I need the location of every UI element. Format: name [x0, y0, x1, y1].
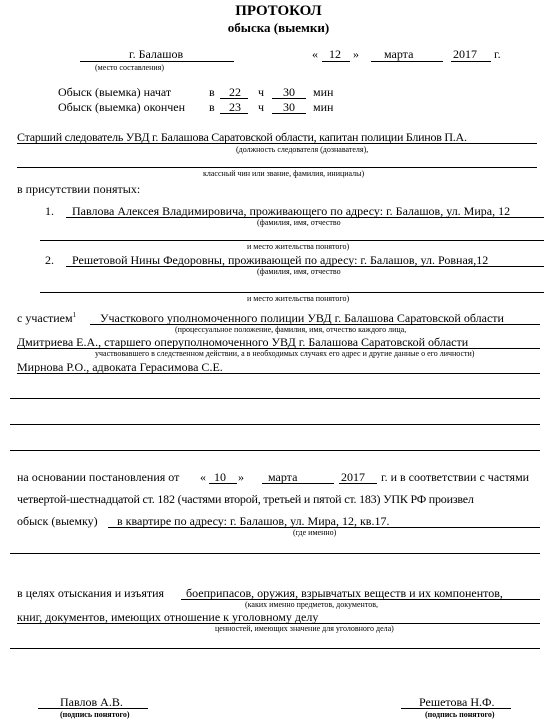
- witness-2-caption-1: (фамилия, имя, отчество: [257, 267, 341, 276]
- date-day-underline: [322, 61, 350, 62]
- basis-day-underline: [209, 483, 237, 484]
- purpose-caption-2: ценностей, имеющих значение для уголовного дела): [215, 624, 394, 633]
- end-hours: 23: [229, 100, 241, 114]
- investigator-underline-2: [17, 167, 537, 168]
- witness-1-number: 1.: [45, 204, 54, 218]
- participants-caption-1: (процессуальное положение, фамилия, имя, отчество каждого лица,: [175, 325, 407, 334]
- blank-line-4: [10, 553, 540, 554]
- search-label: обыск (выемку): [17, 514, 98, 528]
- start-label: Обыск (выемка) начат: [58, 85, 172, 99]
- blank-line-1: [10, 398, 540, 399]
- start-min-label: мин: [313, 85, 334, 99]
- basis-month: марта: [268, 470, 298, 484]
- witness-2-text: Решетовой Нины Федоровны, проживающей по адресу: г. Балашов, ул. Ровная,12: [72, 253, 489, 267]
- participants-line-2: Дмитриева Е.А., старшего оперуполномоченного УВД г. Балашова Саратовской области: [17, 335, 469, 349]
- participants-line-1: Участкового уполномоченного полиции УВД г. Балашова Саратовской области: [100, 311, 504, 325]
- end-minutes: 30: [283, 100, 295, 114]
- date-month: марта: [384, 47, 414, 61]
- end-h-label: ч: [258, 100, 265, 114]
- basis-month-underline: [262, 483, 334, 484]
- basis-label: на основании постановления от: [17, 470, 180, 484]
- blank-line-3: [10, 450, 540, 451]
- date-open-quote: «: [312, 47, 318, 61]
- purpose-caption-1: (каких именно предметов, документов,: [245, 600, 378, 609]
- search-location-caption: (где именно): [293, 528, 337, 537]
- witness-1-underline-2: [40, 240, 544, 241]
- search-location: в квартире по адресу: г. Балашов, ул. Мира, 12, кв.17.: [117, 514, 390, 528]
- document-subtitle: обыска (выемки): [227, 20, 330, 35]
- signature-right-underline: [401, 708, 511, 709]
- witnesses-label: в присутствии понятых:: [17, 182, 141, 196]
- end-minutes-underline: [272, 113, 306, 114]
- witness-2-caption-2: и место жительства понятого): [247, 294, 350, 303]
- witness-1-caption-1: (фамилия, имя, отчество: [257, 218, 341, 227]
- basis-day: 10: [214, 470, 226, 484]
- end-hours-underline: [220, 113, 248, 114]
- basis-tail: г. и в соответствии с частями: [381, 470, 530, 484]
- end-min-label: мин: [313, 100, 334, 114]
- purpose-label: в целях отыскания и изъятия: [17, 586, 165, 600]
- date-close-quote: »: [353, 47, 359, 61]
- date-day: 12: [329, 47, 341, 61]
- investigator-caption-2: классный чин или звание, фамилия, инициалы): [203, 169, 365, 178]
- witness-1-caption-2: и место жительства понятого): [247, 242, 350, 251]
- witness-2-number: 2.: [45, 253, 54, 267]
- basis-year-underline: [339, 483, 377, 484]
- investigator-caption-1: (должность следователя (дознавателя),: [236, 145, 369, 154]
- blank-line-5: [10, 648, 540, 649]
- document-title: ПРОТОКОЛ: [235, 3, 322, 19]
- basis-line-2: четвертой-шестнадцатой ст. 182 (частями второй, третьей и пятой ст. 183) УПК РФ произвел: [17, 492, 474, 506]
- start-in-label: в: [209, 85, 215, 99]
- place-caption: (место составления): [95, 63, 164, 72]
- end-in-label: в: [209, 100, 215, 114]
- participants-underline-3: [17, 373, 540, 374]
- date-year-suffix: г.: [494, 47, 501, 61]
- participants-line-3: Мирнова Р.О., адвоката Герасимова С.Е.: [17, 360, 223, 374]
- start-hours: 22: [229, 85, 241, 99]
- witness-1-text: Павлова Алексея Владимировича, проживающего по адресу: г. Балашов, ул. Мира, 12: [72, 204, 511, 218]
- purpose-line-1: боеприпасов, оружия, взрывчатых веществ и их компонентов,: [186, 586, 503, 600]
- start-h-label: ч: [258, 85, 265, 99]
- investigator-text: Старший следователь УВД г. Балашова Саратовской области, капитан полиции Блинов П.А.: [17, 130, 467, 144]
- end-label: Обыск (выемка) окончен: [58, 100, 186, 114]
- date-month-underline: [371, 61, 443, 62]
- place-value: г. Балашов: [129, 47, 184, 61]
- purpose-line-2: книг, документов, имеющих отношение к уголовному делу: [17, 610, 319, 624]
- start-minutes: 30: [283, 85, 295, 99]
- witness-2-underline-2: [40, 292, 544, 293]
- start-minutes-underline: [272, 98, 306, 99]
- investigator-underline: [17, 143, 537, 144]
- basis-open-quote: «: [200, 470, 206, 484]
- basis-close-quote: »: [238, 470, 244, 484]
- signature-right-caption: (подпись понятого): [425, 710, 495, 719]
- participants-label: с участием$^1$: [17, 311, 77, 325]
- footnote-mark: 1: [72, 311, 77, 319]
- participants-caption-2: участвовавшего в следственном действии, а в необходимых случаях его адрес и другие данные о его личности): [95, 349, 475, 358]
- date-year: 2017: [453, 47, 477, 61]
- date-year-underline: [451, 61, 491, 62]
- signature-left-underline: [38, 708, 148, 709]
- signature-right-name: Решетова Н.Ф.: [419, 695, 495, 709]
- start-hours-underline: [220, 98, 248, 99]
- signature-left-caption: (подпись понятого): [60, 710, 130, 719]
- basis-year: 2017: [341, 470, 365, 484]
- signature-left-name: Павлов А.В.: [60, 695, 123, 709]
- place-underline: [80, 61, 234, 62]
- blank-line-2: [10, 424, 540, 425]
